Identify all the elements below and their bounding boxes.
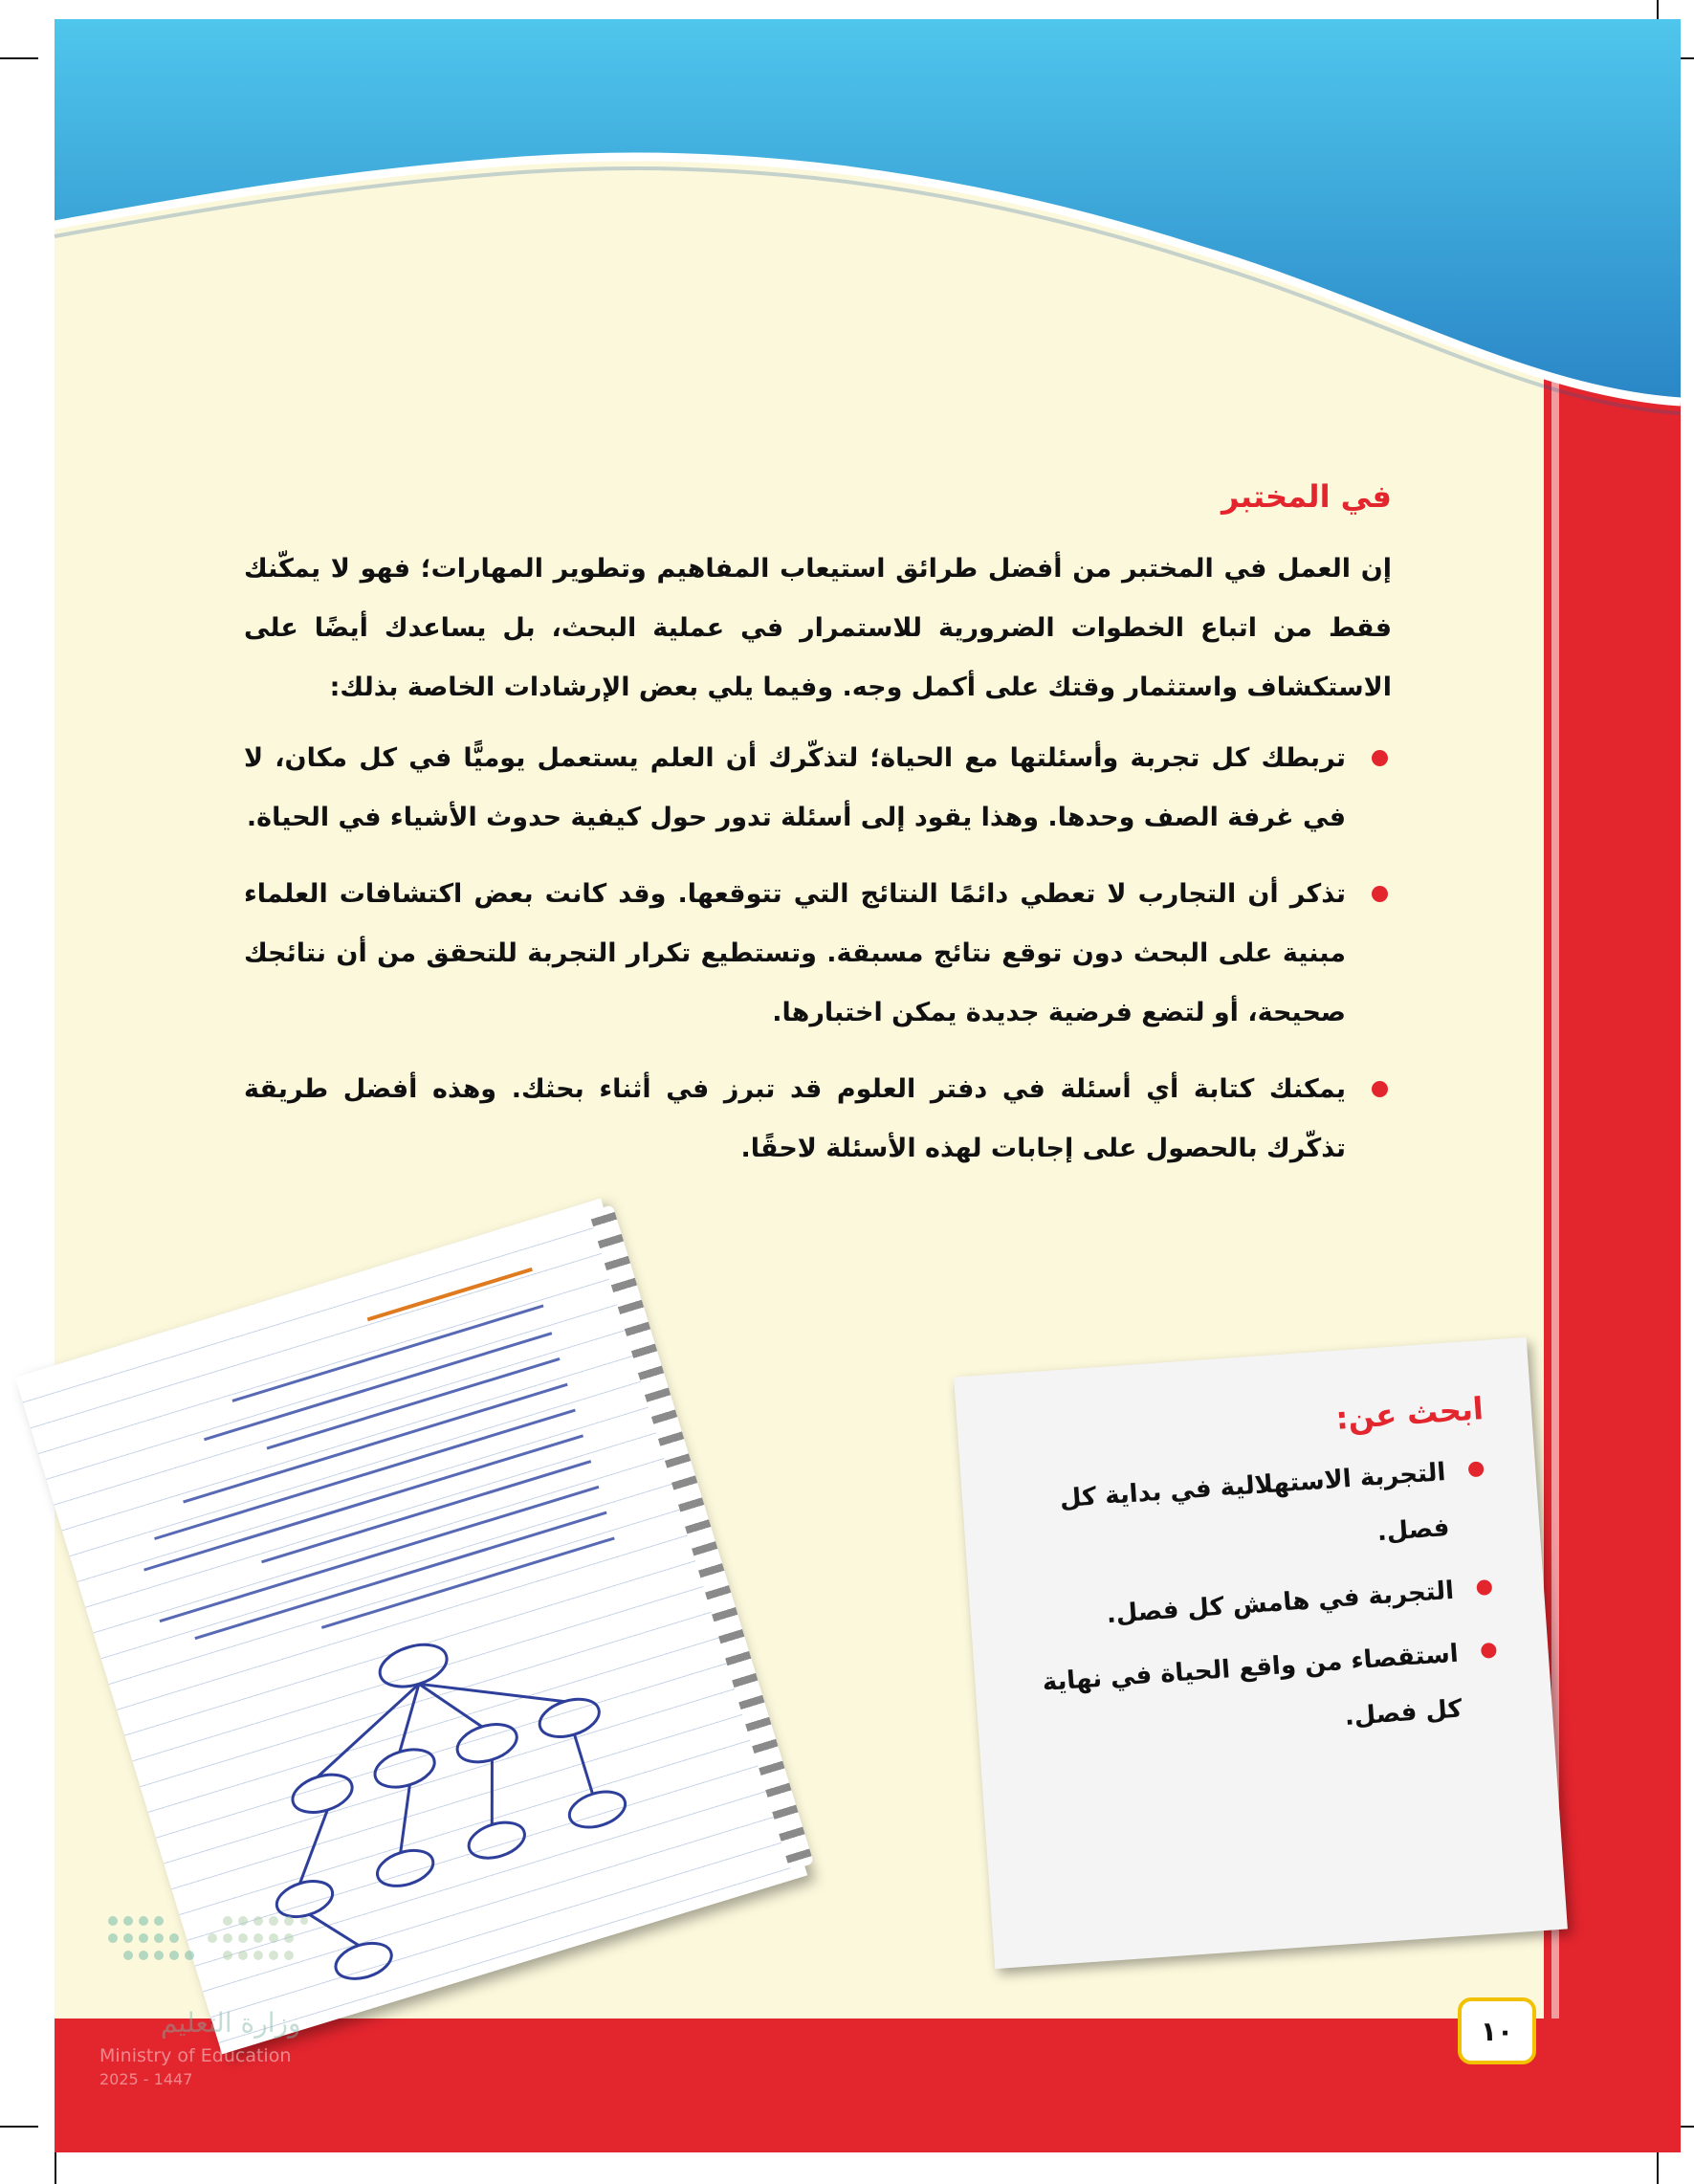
guideline-item — [244, 1060, 1392, 1179]
page-number: ١٠ — [1458, 1997, 1536, 2064]
bullet-icon — [1372, 1081, 1388, 1097]
research-item-text: استقصاء من واقع الحياة في نهاية كل فصل. — [1041, 1639, 1463, 1732]
ministry-logo — [94, 1911, 314, 2103]
bullet-icon — [1476, 1579, 1492, 1596]
main-content — [244, 478, 1392, 1196]
guideline-item — [244, 865, 1392, 1043]
bullet-icon — [1372, 886, 1388, 902]
guideline-text: يمكنك كتابة أي أسئلة في دفتر العلوم قد تبرز في أثناء بحثك. وهذه أفضل طريقة تذكّرك بالحصول على إجابات لهذه الأسئلة لاحقًا. — [244, 1074, 1346, 1163]
research-box-title: ابحث عن: — [1334, 1390, 1485, 1437]
research-list — [999, 1442, 1506, 1768]
bullet-icon — [1481, 1643, 1497, 1659]
research-box-content — [996, 1390, 1507, 1776]
research-item-text: التجربة الاستهلالية في بداية كل فصل. — [1058, 1458, 1451, 1548]
red-side-band — [1544, 354, 1681, 2019]
research-box — [954, 1337, 1568, 1969]
guideline-item — [244, 729, 1392, 848]
header-wave — [0, 0, 1694, 478]
guidelines-list — [244, 729, 1392, 1179]
crop-mark — [0, 2126, 38, 2128]
logo-year-text: 2025 - 1447 — [99, 2070, 193, 2088]
research-item — [1012, 1623, 1507, 1768]
guideline-text: تربطك كل تجربة وأسئلتها مع الحياة؛ لتذكّرك أن العلم يستعمل يوميًّا في كل مكان، لا في غرفة الصف وحدها. وهذا يقود إلى أسئلة تدور حول كيفية حدوث الأشياء في الحياة. — [244, 743, 1346, 832]
bullet-icon — [1372, 750, 1388, 766]
section-title: في المختبر — [1221, 478, 1392, 515]
logo-english-text: Ministry of Education — [99, 2045, 292, 2066]
guideline-text: تذكر أن التجارب لا تعطي دائمًا النتائج التي تتوقعها. وقد كانت بعض اكتشافات العلماء مبنية على البحث دون توقع نتائج مسبقة. وتستطيع تكرار التجربة للتحقق من أن نتائجك صحيحة، أو لتضع فرضية جديدة يمكن اختبارها. — [244, 879, 1346, 1027]
intro-paragraph: إن العمل في المختبر من أفضل طرائق استيعاب المفاهيم وتطوير المهارات؛ فهو لا يمكّنك فقط من اتباع الخطوات الضرورية للاستمرار في عملية البحث، بل يساعدك أيضًا على الاستكشاف واستثمار وقتك على أكمل وجه. وفيما يلي بعض الإرشادات الخاصة بذلك: — [244, 554, 1392, 702]
bullet-icon — [1468, 1461, 1485, 1477]
research-item-text: التجربة في هامش كل فصل. — [1105, 1576, 1455, 1630]
logo-dots-icon — [103, 1911, 309, 1978]
logo-arabic-text: وزارة التعليم — [161, 2007, 301, 2039]
